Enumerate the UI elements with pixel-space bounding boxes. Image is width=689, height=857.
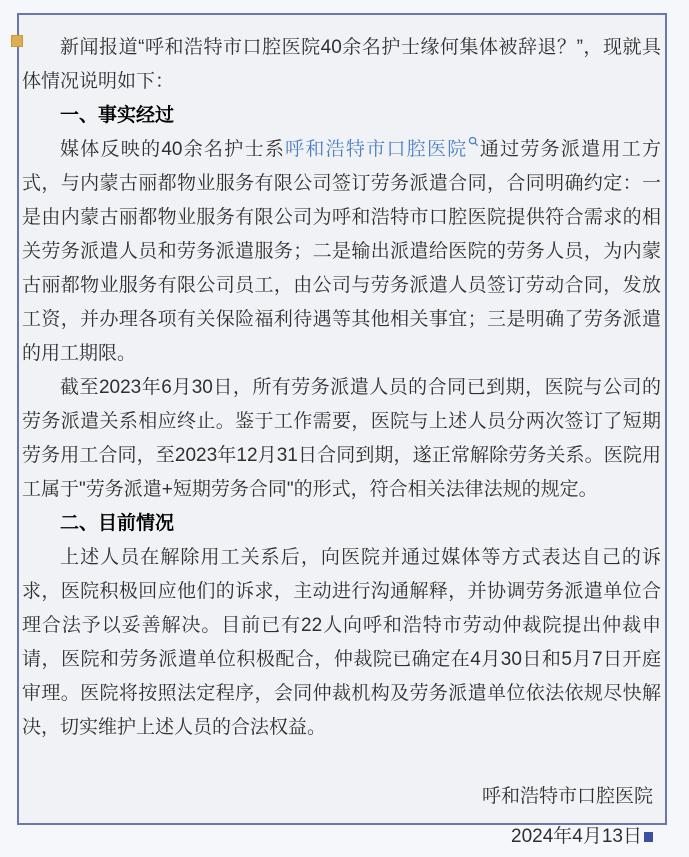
gold-square-marker (11, 35, 23, 47)
signature-org: 呼和浩特市口腔医院 (481, 786, 653, 807)
paragraph-text-after-link: 通过劳务派遣用工方式，与内蒙古丽都物业服务有限公司签订劳务派遣合同，合同明确约定：一是由内蒙古丽都物业服务有限公司为呼和浩特市口腔医院提供符合需求的相关劳务派遣人员和劳务派遣服务；二是输出派遣给医院的劳务人员，为内蒙古丽都物业服务有限公司员工，由公司与劳务派遣人员签订劳动合同，发放工资，并办理各项有关保险福利待遇等其他相关事宜；三是明确了劳务派遣的用工期限。 (22, 139, 661, 364)
section2-heading: 二、目前情况 (60, 513, 175, 534)
search-icon[interactable] (468, 136, 479, 147)
blue-square-marker (644, 832, 653, 842)
paragraph-text-before-link: 媒体反映的40余名护士系 (60, 139, 286, 160)
signature-date-row (22, 817, 653, 857)
signature-date: 2024年4月13日 (511, 826, 642, 847)
signature-block (22, 777, 661, 857)
section2-paragraph1: 上述人员在解除用工关系后，向医院并通过媒体等方式表达自己的诉求，医院积极回应他们的诉求，主动进行沟通解释，并协调劳务派遣单位合理合法予以妥善解决。目前已有22人向呼和浩特市劳动仲裁院提出仲裁申请，医院和劳务派遣单位积极配合，仲裁院已确定在4月30日和5月7日开庭审理。医院将按照法定程序，会同仲裁机构及劳务派遣单位依法依规尽快解决，切实维护上述人员的合法权益。 (22, 547, 661, 738)
hospital-link-text[interactable]: 呼和浩特市口腔医院 (285, 139, 468, 160)
intro-paragraph: 新闻报道“呼和浩特市口腔医院40余名护士缘何集体被辞退？”，现就具体情况说明如下： (22, 37, 661, 92)
section1-paragraph1 (22, 133, 661, 371)
hospital-entity-link[interactable] (285, 139, 478, 160)
section1-paragraph2: 截至2023年6月30日，所有劳务派遣人员的合同已到期，医院与公司的劳务派遣关系相应终止。鉴于工作需要，医院与上述人员分两次签订了短期劳务用工合同，至2023年12月31日合同到期，遂正常解除劳务关系。医院用工属于"劳务派遣+短期劳务合同"的形式，符合相关法律法规的规定。 (22, 377, 661, 500)
section1-heading: 一、事实经过 (60, 105, 175, 126)
document-border-frame (17, 13, 667, 847)
